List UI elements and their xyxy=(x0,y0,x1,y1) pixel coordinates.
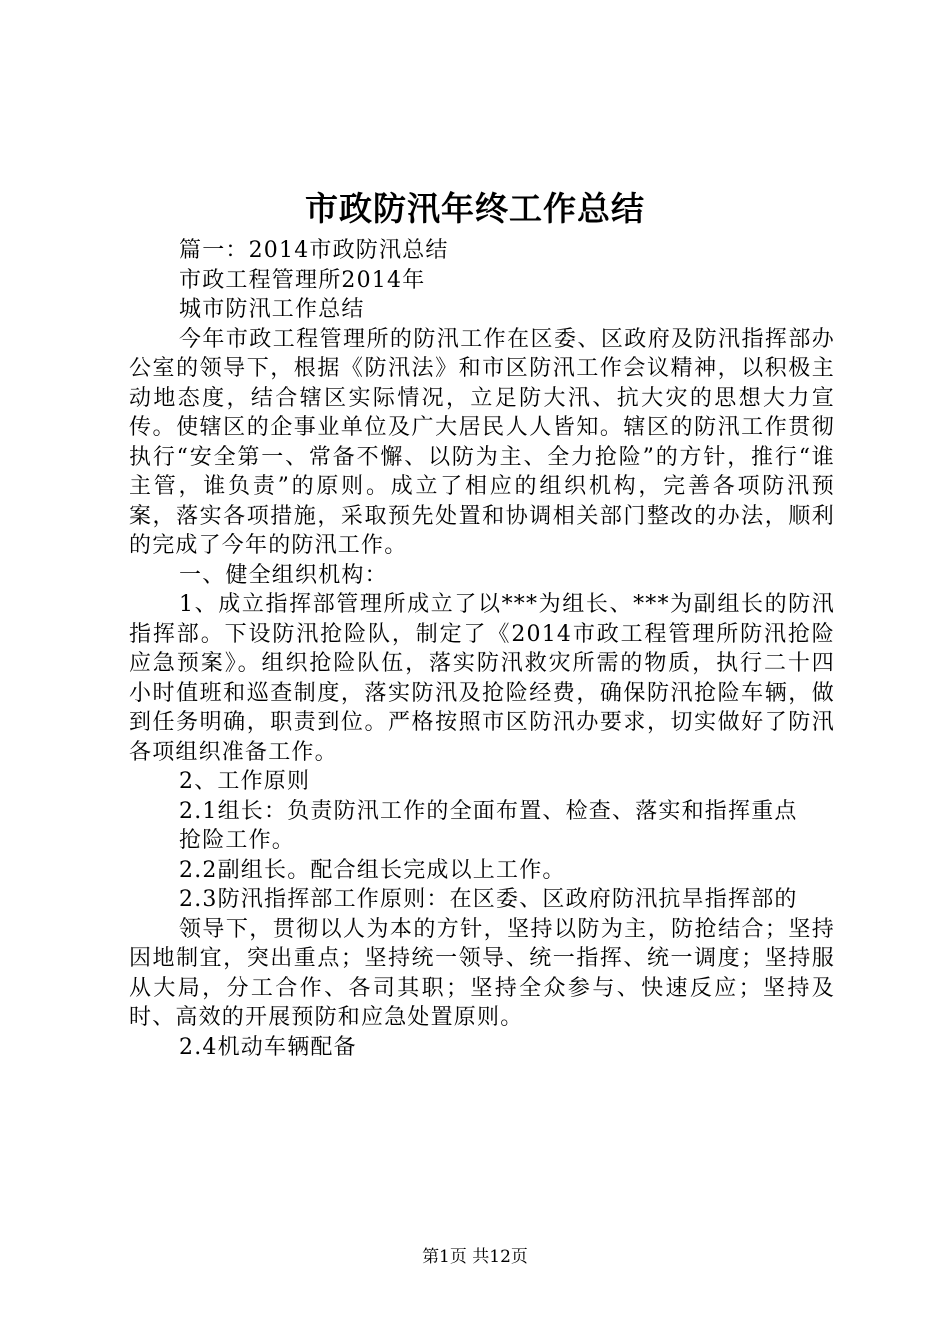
paragraph: 城市防汛工作总结 xyxy=(179,297,365,322)
paragraph: 2.2副组长。配合组长完成以上工作。 xyxy=(179,857,566,883)
paragraph: 2.1组长：负责防汛工作的全面布置、检查、落实和指挥重点 xyxy=(179,798,798,824)
paragraph: 一、健全组织机构： xyxy=(179,562,388,588)
paragraph: 今年市政工程管理所的防汛工作在区委、区政府及防汛指挥部办公室的领导下，根据《防汛法》和市区防汛工作会议精神，以积极主动地态度，结合辖区实际情况，立足防大汛、抗大灾的思想大力宣传。使辖区的企事业单位及广大居民人人皆知。辖区的防汛工作贯彻执行“安全第一、常备不懈、以防为主、全力抢险”的方针，推行“谁主管，谁负责”的原则。成立了相应的组织机构，完善各项防汛预案，落实各项措施，采取预先处置和协调相关部门整改的办法，顺利的完成了今年的防汛工作。 xyxy=(129,326,835,558)
paragraph: 领导下，贯彻以人为本的方针，坚持以防为主，防抢结合；坚持因地制宜，突出重点；坚持统一领导、统一指挥、统一调度；坚持服从大局，分工合作、各司其职；坚持全众参与、快速反应；坚持及时、高效的开展预防和应急处置原则。 xyxy=(129,916,835,1030)
paragraph: 篇一：2014市政防汛总结 xyxy=(179,238,449,263)
paragraph: 2.3防汛指挥部工作原则：在区委、区政府防汛抗旱指挥部的 xyxy=(179,887,798,912)
paragraph: 市政工程管理所2014年 xyxy=(179,267,426,293)
paragraph: 2、工作原则 xyxy=(179,769,311,794)
page-number-footer: 第1页 共12页 xyxy=(422,1247,528,1267)
paragraph: 2.4机动车辆配备 xyxy=(179,1034,357,1060)
document-body xyxy=(129,236,835,1062)
paragraph: 抢险工作。 xyxy=(179,828,296,853)
document-title: 市政防汛年终工作总结 xyxy=(305,189,645,228)
paragraph: 1、成立指挥部管理所成立了以***为组长、***为副组长的防汛指挥部。下设防汛抢险队，制定了《2014市政工程管理所防汛抢险应急预案》。组织抢险队伍，落实防汛救灾所需的物质，执行二十四小时值班和巡查制度，落实防汛及抢险经费，确保防汛抢险车辆，做到任务明确，职责到位。严格按照市区防汛办要求，切实做好了防汛各项组织准备工作。 xyxy=(129,592,835,765)
